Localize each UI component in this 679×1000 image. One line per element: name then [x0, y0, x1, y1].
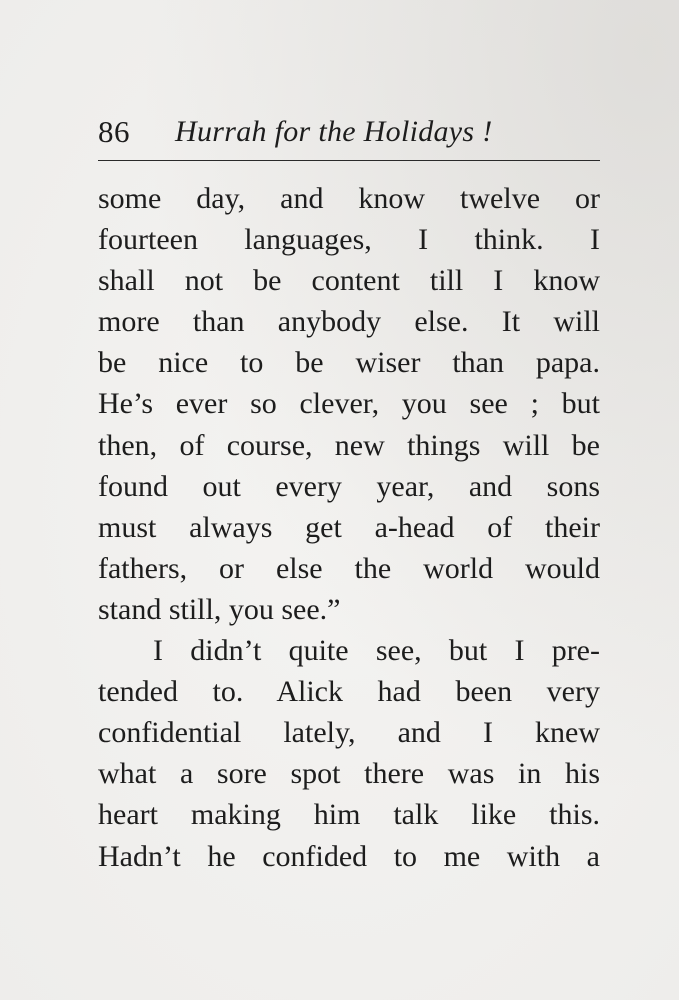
- text-line: shall not be content till I know: [98, 264, 600, 298]
- body-text: [98, 178, 600, 877]
- running-title: Hurrah for the Holidays !: [175, 115, 493, 148]
- text-line-paragraph-end: stand still, you see.”: [98, 592, 341, 626]
- text-line: more than anybody else. It will: [98, 305, 600, 339]
- text-line: He’s ever so clever, you see ; but: [98, 387, 600, 421]
- text-line: tended to. Alick had been very: [98, 675, 600, 709]
- text-line: Hadn’t he confided to me with a: [98, 839, 600, 873]
- text-line: some day, and know twelve or: [98, 182, 600, 215]
- text-line: heart making him talk like this.: [98, 798, 600, 832]
- text-line: fathers, or else the world would: [98, 551, 600, 585]
- text-line: what a sore spot there was in his: [98, 757, 600, 791]
- page-number: 86: [98, 114, 130, 149]
- text-line: then, of course, new things will be: [98, 428, 600, 462]
- text-line: found out every year, and sons: [98, 469, 600, 503]
- text-line: must always get a-head of their: [98, 510, 600, 544]
- text-line: fourteen languages, I think. I: [98, 223, 600, 257]
- text-line-paragraph-start: I didn’t quite see, but I pre-: [153, 634, 600, 668]
- text-line: be nice to be wiser than papa.: [98, 346, 600, 380]
- text-line: confidential lately, and I knew: [98, 716, 600, 750]
- running-head: [98, 112, 600, 152]
- header-rule: [98, 160, 600, 161]
